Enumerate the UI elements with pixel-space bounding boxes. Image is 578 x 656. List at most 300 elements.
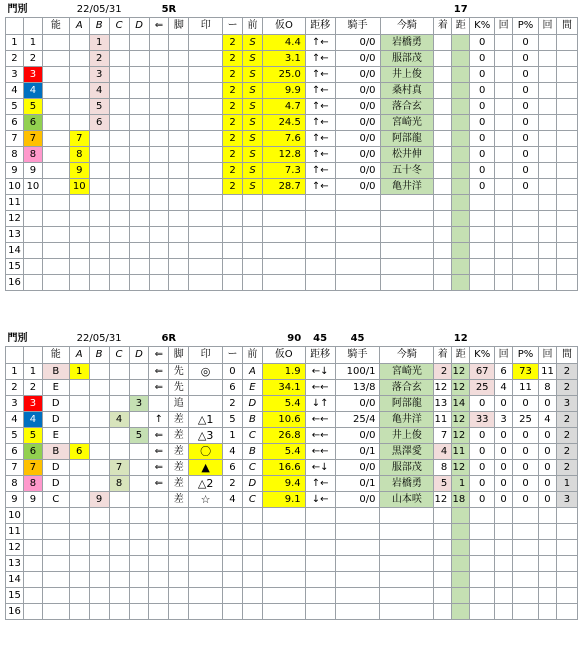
- grade-c: [109, 211, 129, 227]
- jockey-record: 0/0: [335, 115, 380, 131]
- speed-grade: [243, 259, 263, 275]
- grade-c: [109, 179, 129, 195]
- k-count: [495, 588, 513, 604]
- column-header: 印: [189, 347, 223, 364]
- k-percent: 0: [470, 163, 495, 179]
- grade-a: 1: [69, 364, 89, 380]
- prediction-mark: △2: [189, 476, 223, 492]
- gate-value: [223, 259, 243, 275]
- k-count: [495, 259, 513, 275]
- odds-value: [262, 259, 305, 275]
- frame-number: [23, 211, 42, 227]
- distance: [452, 243, 470, 259]
- spacer: [189, 2, 243, 18]
- frame-number: [23, 259, 42, 275]
- grade-d: [129, 444, 149, 460]
- finish-position: 5: [434, 476, 452, 492]
- finish-position: [434, 588, 452, 604]
- k-count: [495, 524, 513, 540]
- table-row: [6, 572, 578, 588]
- row-number: 16: [6, 604, 24, 620]
- leg-type: [169, 211, 189, 227]
- k-count: [495, 227, 513, 243]
- gate-value: 2: [223, 115, 243, 131]
- arrow-mark: [149, 227, 169, 243]
- row-number: 10: [6, 179, 24, 195]
- ability-grade: [42, 163, 69, 179]
- grade-b: 1: [89, 35, 109, 51]
- jockey-name: 落合玄: [380, 380, 434, 396]
- prediction-mark: [189, 243, 223, 259]
- ability-grade: C: [42, 492, 69, 508]
- column-header: ⇐: [149, 18, 169, 35]
- grade-d: [129, 243, 149, 259]
- k-percent: 0: [470, 460, 495, 476]
- row-number: 2: [6, 380, 24, 396]
- interval: [556, 588, 577, 604]
- col-blank: [23, 347, 42, 364]
- jockey-name: [380, 572, 434, 588]
- grade-b: [89, 604, 109, 620]
- interval: [556, 179, 577, 195]
- interval: [556, 99, 577, 115]
- grade-b: 2: [89, 51, 109, 67]
- grade-a: [69, 572, 89, 588]
- distance-move: ↑←: [305, 83, 335, 99]
- row-number: 11: [6, 195, 24, 211]
- column-header: 印: [189, 18, 223, 35]
- p-percent: [513, 604, 539, 620]
- arrow-mark: [149, 243, 169, 259]
- column-header: P%: [513, 18, 539, 35]
- grade-b: [89, 588, 109, 604]
- finish-position: [434, 508, 452, 524]
- frame-number: 6: [23, 115, 42, 131]
- ability-grade: [42, 259, 69, 275]
- p-percent: 0: [513, 51, 539, 67]
- table-row: [6, 179, 578, 195]
- k-count: 0: [495, 428, 513, 444]
- leg-type: 差: [169, 460, 189, 476]
- odds-value: [262, 227, 305, 243]
- interval: [556, 259, 577, 275]
- odds-value: 1.9: [262, 364, 305, 380]
- table-row: [6, 396, 578, 412]
- ability-grade: [42, 67, 69, 83]
- frame-number: 5: [23, 428, 42, 444]
- grade-b: [89, 524, 109, 540]
- odds-value: [262, 604, 305, 620]
- interval: [556, 243, 577, 259]
- column-header: P%: [513, 347, 539, 364]
- jockey-record: [335, 259, 380, 275]
- grade-c: [109, 67, 129, 83]
- jockey-record: [335, 572, 380, 588]
- spacer: [380, 2, 452, 18]
- grade-d: 5: [129, 428, 149, 444]
- prediction-mark: [189, 51, 223, 67]
- odds-value: 9.9: [262, 83, 305, 99]
- jockey-record: 0/1: [335, 444, 380, 460]
- prediction-mark: △3: [189, 428, 223, 444]
- distance: 1: [452, 476, 470, 492]
- k-percent: 0: [470, 492, 495, 508]
- p-percent: [513, 588, 539, 604]
- speed-grade: S: [243, 131, 263, 147]
- spacer: [470, 331, 578, 347]
- jockey-record: [335, 588, 380, 604]
- gate-value: [223, 524, 243, 540]
- grade-b: [89, 508, 109, 524]
- row-number: 9: [6, 492, 24, 508]
- ability-grade: [42, 179, 69, 195]
- p-percent: 11: [513, 380, 539, 396]
- distance-move: ↓←: [305, 492, 335, 508]
- p-count: [539, 243, 557, 259]
- p-count: [539, 35, 557, 51]
- distance: 18: [452, 492, 470, 508]
- jockey-name: 宮崎光: [380, 364, 434, 380]
- leg-type: [169, 572, 189, 588]
- grade-b: [89, 163, 109, 179]
- frame-number: 2: [23, 380, 42, 396]
- jockey-record: 0/0: [335, 67, 380, 83]
- odds-value: [262, 243, 305, 259]
- distance: [452, 524, 470, 540]
- p-count: [539, 51, 557, 67]
- p-count: 0: [538, 428, 556, 444]
- race-number: 6R: [149, 331, 189, 347]
- k-count: 0: [495, 396, 513, 412]
- speed-grade: S: [243, 147, 263, 163]
- odds-value: [262, 211, 305, 227]
- p-count: 0: [538, 476, 556, 492]
- distance: [452, 35, 470, 51]
- gate-value: 2: [223, 67, 243, 83]
- grade-d: [129, 99, 149, 115]
- interval: [556, 115, 577, 131]
- finish-position: 11: [434, 412, 452, 428]
- k-count: 0: [495, 444, 513, 460]
- odds-value: 12.8: [262, 147, 305, 163]
- grade-d: [129, 556, 149, 572]
- grade-d: [129, 147, 149, 163]
- gate-value: 5: [223, 412, 243, 428]
- grade-c: [109, 163, 129, 179]
- grade-a: [69, 524, 89, 540]
- jockey-record: [335, 243, 380, 259]
- jockey-record: 13/8: [335, 380, 380, 396]
- grade-d: [129, 275, 149, 291]
- arrow-mark: [149, 211, 169, 227]
- jockey-record: [335, 508, 380, 524]
- ability-grade: D: [42, 396, 69, 412]
- race6-table: [5, 331, 578, 620]
- finish-position: [434, 83, 452, 99]
- frame-number: [23, 572, 42, 588]
- row-number: 4: [6, 412, 24, 428]
- p-count: [539, 179, 557, 195]
- row-number: 7: [6, 131, 24, 147]
- column-header: K%: [470, 18, 495, 35]
- grade-a: [69, 51, 89, 67]
- column-header: 脚: [169, 18, 189, 35]
- arrow-mark: [149, 524, 169, 540]
- grade-b: 5: [89, 99, 109, 115]
- arrow-mark: [149, 195, 169, 211]
- k-count: [495, 115, 513, 131]
- interval: 2: [556, 460, 577, 476]
- jockey-name: [380, 508, 434, 524]
- k-percent: 0: [470, 35, 495, 51]
- p-count: [539, 115, 557, 131]
- k-percent: [470, 572, 495, 588]
- distance: 11: [452, 444, 470, 460]
- distance-move: [305, 572, 335, 588]
- frame-number: 5: [23, 99, 42, 115]
- k-percent: 0: [470, 115, 495, 131]
- grade-c: [109, 364, 129, 380]
- grade-c: [109, 540, 129, 556]
- prediction-mark: [189, 227, 223, 243]
- distance: 14: [452, 396, 470, 412]
- ability-grade: [42, 524, 69, 540]
- runner-count: 12: [452, 331, 470, 347]
- speed-grade: [243, 243, 263, 259]
- table-row: [6, 492, 578, 508]
- leg-type: [169, 99, 189, 115]
- grade-a: 7: [69, 131, 89, 147]
- row-number: 1: [6, 35, 24, 51]
- jockey-record: 0/0: [335, 99, 380, 115]
- leg-type: 追: [169, 396, 189, 412]
- frame-number: 1: [23, 364, 42, 380]
- gate-value: [223, 211, 243, 227]
- column-header: 騎手: [335, 347, 380, 364]
- k-percent: [470, 211, 495, 227]
- distance: [452, 275, 470, 291]
- grade-d: [129, 524, 149, 540]
- k-count: [495, 147, 513, 163]
- leg-type: [169, 35, 189, 51]
- arrow-mark: [149, 588, 169, 604]
- jockey-record: 0/0: [335, 492, 380, 508]
- p-percent: 0: [513, 428, 539, 444]
- k-percent: 0: [470, 83, 495, 99]
- gate-value: 2: [223, 163, 243, 179]
- grade-a: [69, 67, 89, 83]
- p-count: 11: [538, 364, 556, 380]
- grade-c: [109, 99, 129, 115]
- odds-value: 10.6: [262, 412, 305, 428]
- odds-value: [262, 588, 305, 604]
- grade-d: 3: [129, 396, 149, 412]
- table-row: [6, 604, 578, 620]
- grade-b: [89, 259, 109, 275]
- p-percent: 0: [513, 396, 539, 412]
- col-blank: [6, 347, 24, 364]
- distance-move: [305, 540, 335, 556]
- column-header: 騎手: [335, 18, 380, 35]
- grade-b: [89, 460, 109, 476]
- column-header: 着: [434, 18, 452, 35]
- header-title-row: [6, 2, 578, 18]
- finish-position: [434, 211, 452, 227]
- frame-number: [23, 243, 42, 259]
- ability-grade: D: [42, 476, 69, 492]
- table-row: [6, 83, 578, 99]
- frame-number: 7: [23, 131, 42, 147]
- distance-move: ↑←: [305, 147, 335, 163]
- frame-number: [23, 540, 42, 556]
- grade-d: [129, 364, 149, 380]
- ability-grade: [42, 83, 69, 99]
- grade-c: [109, 51, 129, 67]
- column-header: 着: [434, 347, 452, 364]
- prediction-mark: 〇: [189, 444, 223, 460]
- runner-count: 17: [452, 2, 470, 18]
- arrow-mark: [149, 67, 169, 83]
- ability-grade: D: [42, 412, 69, 428]
- grade-b: [89, 211, 109, 227]
- column-header: 間: [556, 347, 577, 364]
- grade-b: [89, 364, 109, 380]
- k-count: [495, 83, 513, 99]
- column-header: 能: [42, 18, 69, 35]
- interval: [556, 131, 577, 147]
- grade-d: [129, 380, 149, 396]
- prediction-mark: [189, 179, 223, 195]
- p-count: [538, 588, 556, 604]
- grade-d: [129, 572, 149, 588]
- odds-value: 7.6: [262, 131, 305, 147]
- distance: [452, 572, 470, 588]
- k-count: [495, 508, 513, 524]
- distance: [452, 179, 470, 195]
- ability-grade: E: [42, 380, 69, 396]
- grade-a: [69, 259, 89, 275]
- p-count: 0: [538, 444, 556, 460]
- k-count: [495, 51, 513, 67]
- arrow-mark: [149, 35, 169, 51]
- grade-a: 10: [69, 179, 89, 195]
- jockey-name: [380, 524, 434, 540]
- odds-value: 25.0: [262, 67, 305, 83]
- row-number: 7: [6, 460, 24, 476]
- jockey-name: 亀井洋: [380, 179, 434, 195]
- grade-a: [69, 460, 89, 476]
- leg-type: 先: [169, 364, 189, 380]
- p-count: 8: [538, 380, 556, 396]
- finish-position: 13: [434, 396, 452, 412]
- k-percent: [470, 604, 495, 620]
- odds-value: [262, 275, 305, 291]
- grade-b: [89, 380, 109, 396]
- grade-c: 4: [109, 412, 129, 428]
- k-percent: 0: [470, 444, 495, 460]
- column-header: ー: [223, 18, 243, 35]
- k-percent: 0: [470, 67, 495, 83]
- k-count: 0: [495, 460, 513, 476]
- prediction-mark: [189, 163, 223, 179]
- p-percent: [513, 275, 539, 291]
- table-row: [6, 35, 578, 51]
- grade-c: [109, 444, 129, 460]
- jockey-name: 宮崎光: [380, 115, 434, 131]
- p-count: 0: [538, 492, 556, 508]
- distance: [452, 195, 470, 211]
- grade-a: 6: [69, 444, 89, 460]
- finish-position: [434, 243, 452, 259]
- finish-position: [434, 524, 452, 540]
- interval: [556, 67, 577, 83]
- jockey-name: [380, 243, 434, 259]
- distance: 12: [452, 460, 470, 476]
- odds-value: 3.1: [262, 51, 305, 67]
- column-header: K%: [470, 347, 495, 364]
- grade-b: 6: [89, 115, 109, 131]
- grade-c: [109, 428, 129, 444]
- p-count: [538, 524, 556, 540]
- ability-grade: [42, 227, 69, 243]
- date-label: 22/05/31: [69, 331, 129, 347]
- interval: [556, 508, 577, 524]
- k-count: [495, 131, 513, 147]
- finish-position: 8: [434, 460, 452, 476]
- distance: [452, 588, 470, 604]
- frame-number: 7: [23, 460, 42, 476]
- grade-a: [69, 396, 89, 412]
- jockey-name: 五十冬: [380, 163, 434, 179]
- k-percent: 33: [470, 412, 495, 428]
- gate-value: 0: [223, 364, 243, 380]
- grade-b: [89, 444, 109, 460]
- p-count: [539, 195, 557, 211]
- p-count: [538, 604, 556, 620]
- row-number: 4: [6, 83, 24, 99]
- frame-number: 1: [23, 35, 42, 51]
- jockey-record: 0/1: [335, 476, 380, 492]
- gate-value: 2: [223, 131, 243, 147]
- ability-grade: E: [42, 428, 69, 444]
- p-percent: 0: [513, 67, 539, 83]
- spacer: [129, 2, 149, 18]
- grade-a: 9: [69, 163, 89, 179]
- extra-1: [262, 2, 305, 18]
- column-header: B: [89, 347, 109, 364]
- distance: [452, 540, 470, 556]
- finish-position: [434, 259, 452, 275]
- speed-grade: B: [242, 412, 262, 428]
- table-row: [6, 131, 578, 147]
- speed-grade: [242, 604, 262, 620]
- arrow-mark: ⇐: [149, 444, 169, 460]
- grade-d: [129, 476, 149, 492]
- k-count: 0: [495, 492, 513, 508]
- prediction-mark: [189, 99, 223, 115]
- distance-move: [305, 524, 335, 540]
- table-row: [6, 524, 578, 540]
- finish-position: 4: [434, 444, 452, 460]
- jockey-name: [380, 604, 434, 620]
- distance-move: ↓↑: [305, 396, 335, 412]
- table-row: [6, 364, 578, 380]
- row-number: 12: [6, 540, 24, 556]
- arrow-mark: ⇐: [149, 476, 169, 492]
- prediction-mark: [189, 572, 223, 588]
- grade-a: [69, 556, 89, 572]
- distance-move: ↑←: [305, 163, 335, 179]
